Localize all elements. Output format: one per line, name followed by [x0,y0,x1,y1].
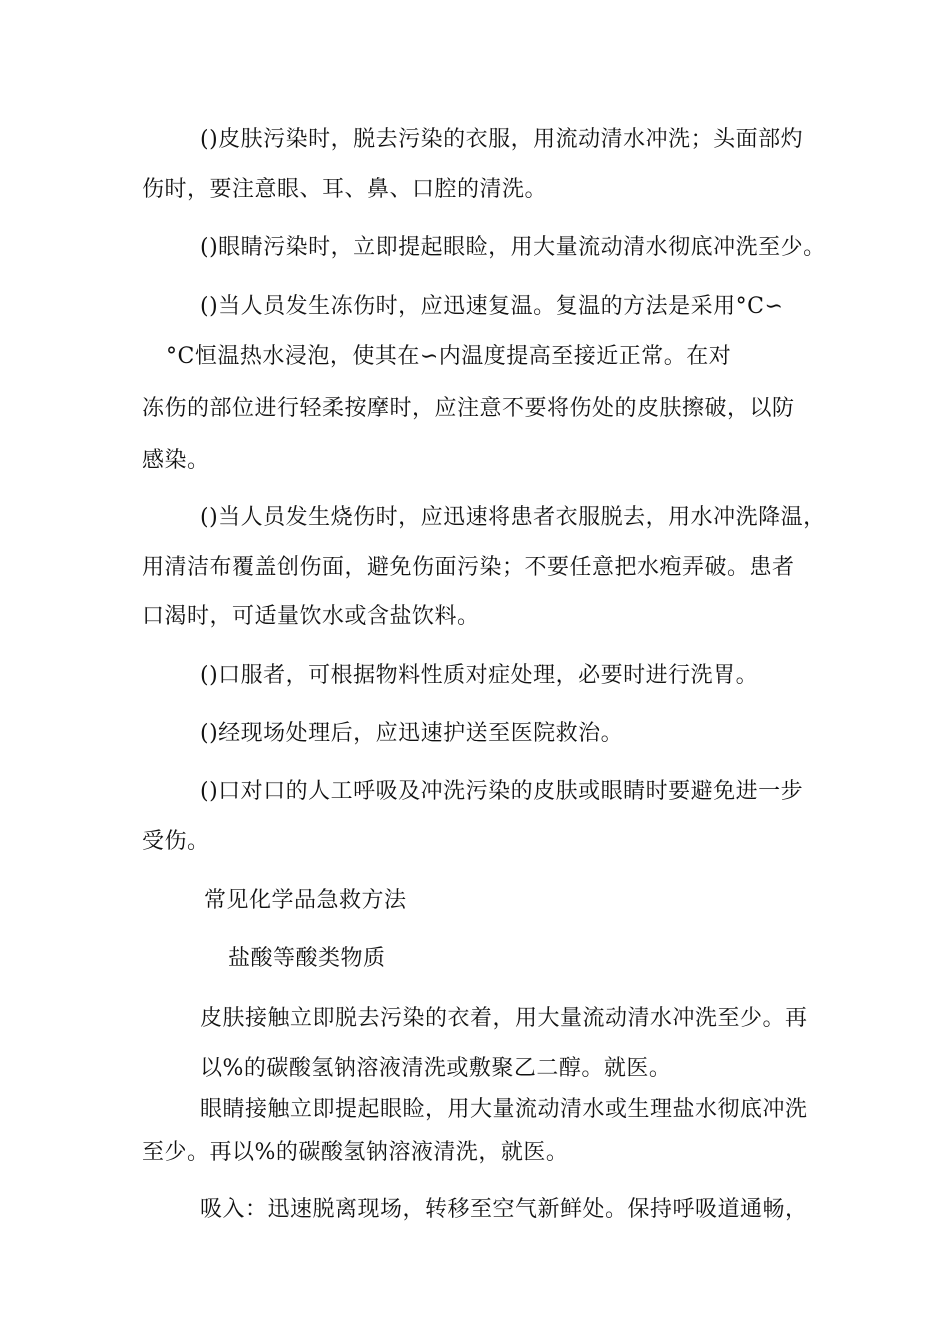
paragraph-eye-contamination: ()眼睛污染时，立即提起眼睑，用大量流动清水彻底冲洗至少。 [200,235,826,260]
section-heading-chemical-first-aid: 常见化学品急救方法 [204,888,407,913]
paragraph-burn-line-1: ()当人员发生烧伤时，应迅速将患者衣服脱去，用水冲洗降温， [200,505,826,530]
paragraph-skin-contamination-line-1: ()皮肤污染时，脱去污染的衣服，用流动清水冲洗；头面部灼 [200,127,804,152]
paragraph-acid-eye-line-1: 眼睛接触立即提起眼睑，用大量流动清水或生理盐水彻底冲洗 [200,1097,808,1122]
paragraph-burn-line-2: 用清洁布覆盖创伤面，避免伤面污染；不要任意把水疱弄破。患者 [142,555,795,580]
paragraph-hospital-transfer: ()经现场处理后，应迅速护送至医院救治。 [200,721,624,746]
paragraph-mouth-to-mouth-line-1: ()口对口的人工呼吸及冲洗污染的皮肤或眼睛时要避免进一步 [200,779,804,804]
paragraph-frostbite-line-4: 感染。 [142,448,210,473]
paragraph-acid-skin-line-1: 皮肤接触立即脱去污染的衣着，用大量流动清水冲洗至少。再 [200,1006,808,1031]
paragraph-acid-skin-line-2: 以%的碳酸氢钠溶液清洗或敷聚乙二醇。就医。 [200,1056,672,1081]
paragraph-skin-contamination-line-2: 伤时，要注意眼、耳、鼻、口腔的清洗。 [142,177,548,202]
paragraph-acid-inhalation: 吸入：迅速脱离现场，转移至空气新鲜处。保持呼吸道通畅， [200,1197,808,1222]
paragraph-burn-line-3: 口渴时，可适量饮水或含盐饮料。 [142,604,480,629]
paragraph-frostbite-line-3: 冻伤的部位进行轻柔按摩时，应注意不要将伤处的皮肤擦破，以防 [142,396,795,421]
paragraph-frostbite-line-2: °C恒温热水浸泡，使其在∽内温度提高至接近正常。在对 [166,344,732,369]
paragraph-frostbite-line-1: ()当人员发生冻伤时，应迅速复温。复温的方法是采用°C∽ [200,294,784,319]
paragraph-oral-ingestion: ()口服者，可根据物料性质对症处理，必要时进行洗胃。 [200,663,759,688]
paragraph-mouth-to-mouth-line-2: 受伤。 [142,829,210,854]
paragraph-acid-eye-line-2: 至少。再以%的碳酸氢钠溶液清洗，就医。 [142,1140,569,1165]
subsection-heading-acids: 盐酸等酸类物质 [228,946,386,971]
